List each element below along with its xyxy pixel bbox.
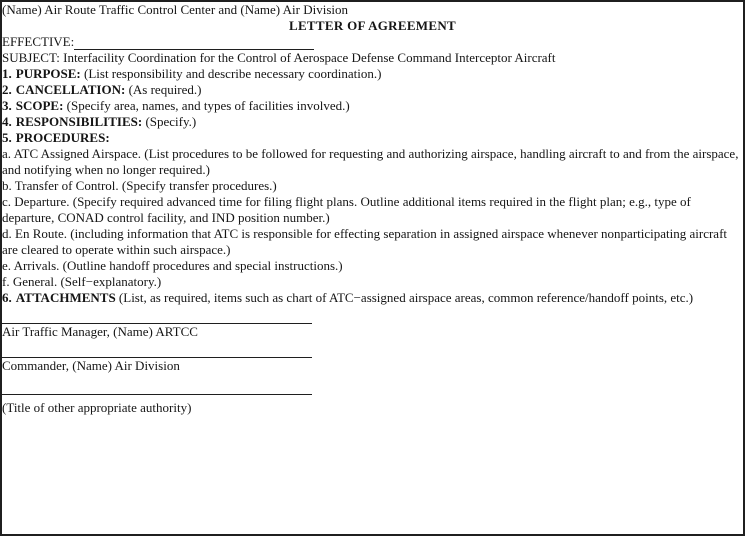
procedure-text: Departure. (Specify required advanced time for filing flight plans. Outline additional items required in the flight plan; e.g., type of departure, CONAD control facility, and IND position number.) [2, 194, 691, 225]
item-label: RESPONSIBILITIES: [15, 114, 143, 129]
item-attachments [2, 290, 743, 306]
signature-label: (Title of other appropriate authority) [2, 400, 192, 415]
procedure-letter: a. [2, 146, 12, 161]
signature-block-other-authority [2, 394, 743, 416]
item-number: 1. [2, 66, 12, 81]
procedure-item-c [2, 194, 743, 226]
item-label: ATTACHMENTS [15, 290, 116, 305]
item-number: 6. [2, 290, 12, 305]
item-number: 5. [2, 130, 12, 145]
signature-label: Commander, (Name) Air Division [2, 358, 180, 373]
item-number: 3. [2, 98, 12, 113]
item-cancellation [2, 82, 743, 98]
facility-names-text: (Name) Air Route Traffic Control Center and (Name) Air Division [2, 2, 349, 17]
procedure-text: En Route. (including information that ATC is responsible for effecting separation in assigned airspace whenever nonparticipating aircraft are cleared to operate within such airspace.) [2, 226, 728, 257]
subject-line: SUBJECT: Interfacility Coordination for the Control of Aerospace Defense Command Interceptor Aircraft [2, 50, 556, 65]
signature-block-commander [2, 357, 743, 374]
procedure-item-e [2, 258, 743, 274]
item-label: CANCELLATION: [15, 82, 126, 97]
procedure-letter: f. [2, 274, 10, 289]
procedure-item-f [2, 274, 743, 290]
item-scope [2, 98, 743, 114]
item-text: (As required.) [128, 82, 202, 97]
procedure-letter: b. [2, 178, 12, 193]
signature-block-air-traffic-manager [2, 323, 743, 340]
facility-names-line [2, 2, 743, 18]
item-number: 4. [2, 114, 12, 129]
effective-row [2, 34, 743, 50]
item-text: (Specify area, names, and types of facilities involved.) [66, 98, 350, 113]
item-procedures [2, 130, 743, 146]
item-text: (Specify.) [145, 114, 197, 129]
item-purpose [2, 66, 743, 82]
effective-label: EFFECTIVE: [2, 34, 75, 49]
procedure-text: ATC Assigned Airspace. (List procedures to be followed for requesting and authorizing airspace, handling aircraft to and from the airspace, and notifying when no longer required.) [2, 146, 739, 177]
procedure-text: Transfer of Control. (Specify transfer procedures.) [14, 178, 277, 193]
procedure-item-a [2, 146, 743, 178]
item-label: PURPOSE: [15, 66, 81, 81]
procedure-letter: e. [2, 258, 12, 273]
procedure-letter: d. [2, 226, 12, 241]
document-title: LETTER OF AGREEMENT [288, 18, 457, 33]
item-number: 2. [2, 82, 12, 97]
procedure-letter: c. [2, 194, 12, 209]
procedure-item-d [2, 226, 743, 258]
item-responsibilities [2, 114, 743, 130]
item-text: (List responsibility and describe necessary coordination.) [84, 66, 382, 81]
procedure-text: Arrivals. (Outline handoff procedures and special instructions.) [13, 258, 343, 273]
procedure-item-b [2, 178, 743, 194]
item-text: (List, as required, items such as chart of ATC−assigned airspace areas, common reference/handoff points, etc.) [118, 290, 694, 305]
procedure-text: General. (Self−explanatory.) [12, 274, 162, 289]
item-label: PROCEDURES: [15, 130, 110, 145]
item-label: SCOPE: [15, 98, 64, 113]
signature-line[interactable] [2, 394, 312, 395]
signature-label: Air Traffic Manager, (Name) ARTCC [2, 324, 198, 339]
effective-date-field[interactable] [74, 34, 314, 50]
